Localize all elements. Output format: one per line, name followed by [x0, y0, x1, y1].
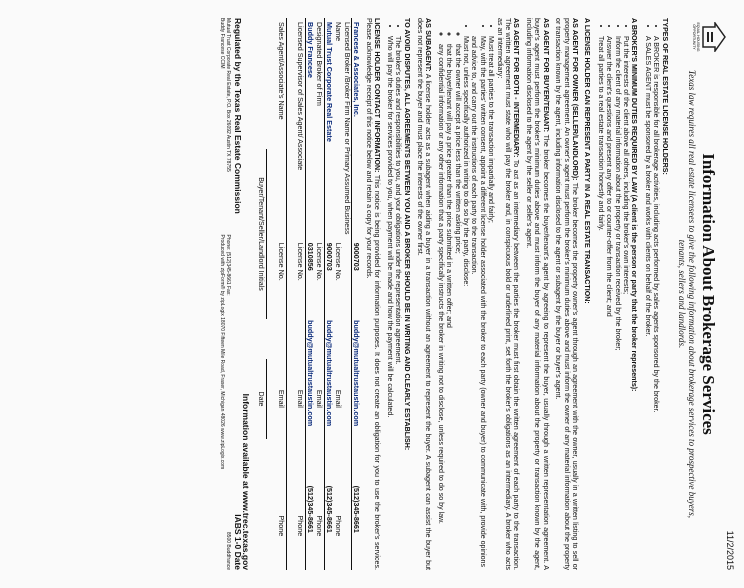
represent-heading: A LICENSE HOLDER CAN REPRESENT A PARTY IN A REAL ESTATE TRANSACTION: — [583, 18, 592, 304]
intermediary-paragraph — [495, 18, 520, 570]
field-label: Email — [334, 389, 344, 408]
initials-field[interactable]: Buyer/Tenant/Seller/Landlord Initials — [256, 149, 266, 319]
list-item: • A SALES AGENT must be sponsored by a broker and works with clients on behalf of the broker. — [643, 36, 651, 570]
field-label: Phone — [296, 515, 306, 537]
field-label: License No. — [277, 242, 287, 281]
firm-fax: Fax: — [224, 285, 231, 296]
field-label: Sales Agent/Associate's Name — [277, 22, 287, 120]
contact-table — [277, 18, 361, 570]
list-item: • The broker's duties and responsibilities to you, and your obligations under the representation agreement. — [394, 36, 402, 570]
subagent-paragraph — [416, 18, 433, 570]
supervisor-name-field[interactable]: Buddy Francese — [305, 18, 315, 239]
document-date: 11/2/2015 — [725, 530, 735, 570]
field-label: License No. — [296, 242, 306, 281]
list-item: ◦ any confidential information or any other information that a party specifically instructs the broker in writing not to disclose, unless required to do so by law. — [436, 44, 444, 570]
designated-broker-email-field[interactable]: buddy@mutualtrustaustin.com — [324, 316, 334, 482]
broker-firm-license-field[interactable]: 9000703 — [351, 239, 361, 316]
sales-agent-license-field[interactable] — [286, 239, 296, 316]
field-label: License No. — [315, 242, 325, 281]
designated-broker-phone-field[interactable]: (512)345-8661 — [324, 482, 334, 570]
buyer-agent-lead: AS AGENT FOR BUYER/TENANT: — [541, 18, 550, 133]
table-row — [296, 18, 306, 570]
producer-text: Produced with zipForm® by zipLogix 18070 Fifteen Mile Road, Fraser, Michigan 48026 www.zipLogix.com — [218, 234, 225, 470]
list-item: • Treat all parties to a real estate transaction honestly and fairly. — [596, 36, 604, 570]
firm-address: Mutual Trust Corporate Real Estate, P.O. Box 26092 Austin TX 78755 — [224, 18, 231, 172]
disputes-heading: TO AVOID DISPUTES, ALL AGREEMENTS BETWEEN YOU AND A BROKER SHOULD BE IN WRITING AND CLEARLY ESTABLISH: — [402, 18, 411, 451]
document-code: 8500 Buddfrance — [224, 531, 231, 570]
fine-print-left — [219, 18, 231, 172]
initials-row — [256, 18, 266, 570]
list-item: ◦ that the owner will accept a price less than the written asking price; — [453, 44, 461, 570]
designated-broker-license-field[interactable]: 9000703 — [324, 239, 334, 316]
agent-name: Buddy Francese CCIM — [218, 18, 225, 69]
sales-agent-name-field[interactable] — [286, 18, 296, 239]
list-item: • Answer the client's questions and present any offer to or counter-offer from the client; and — [605, 36, 613, 570]
field-label: Email — [296, 389, 306, 408]
table-row — [315, 18, 325, 570]
owner-agent-paragraph — [554, 18, 579, 570]
footer — [234, 18, 251, 570]
owner-agent-lead: AS AGENT FOR OWNER (SELLER/LANDLORD): — [570, 18, 579, 181]
contact-info-lead: LICENSE HOLDER CONTACT INFORMATION: — [373, 18, 382, 173]
list-item: • Must treat all parties to the transaction impartially and fairly; — [487, 36, 495, 570]
table-row — [324, 18, 334, 570]
field-label: Designated Broker of Firm — [315, 22, 325, 106]
supervisor-email-field[interactable]: buddy@mutualtrustaustin.com — [305, 316, 315, 482]
form-number: IABS 1-0 Date — [232, 514, 243, 570]
table-row — [305, 18, 315, 570]
list-item: • Inform the client of any material information about the property or transaction received by the broker; — [613, 36, 621, 570]
types-heading: TYPES OF REAL ESTATE LICENSE HOLDERS: — [660, 18, 669, 175]
field-label: Licensed Broker /Broker Firm Name or Primary Assumed Business Name — [334, 22, 352, 235]
supervisor-license-field[interactable]: 0310856 — [305, 239, 315, 316]
table-row — [334, 18, 351, 570]
list-item: • May, with the parties' written consent, appoint a different license holder associated with the broker to each party (owner and buyer) to communicate with, provide opinions and advice to, and carry out the instructions of each party to the transaction. — [470, 36, 487, 570]
regulated-by-text: Regulated by the Texas Real Estate Commission — [232, 18, 243, 214]
subagent-text: A license holder acts as a subagent when aiding a buyer in a transaction without an agreement to represent the buyer. A subagent can assist the buyer but does not represent the buyer and must place the interests of the owner first. — [416, 18, 433, 570]
field-label: License No. — [334, 242, 344, 281]
buyer-agent-paragraph — [525, 18, 550, 570]
table-row — [286, 18, 296, 570]
list-item: • Must not, unless specifically authorized in writing to do so by the party, disclose: — [462, 36, 470, 570]
table-row — [277, 18, 287, 570]
supervisor-phone-field[interactable]: (512)345-8661 — [305, 482, 315, 570]
intermediary-list — [462, 18, 496, 570]
intermediary-lead: AS AGENT FOR BOTH - INTERMEDIARY: — [512, 18, 521, 158]
duties-list — [596, 18, 630, 570]
field-label: Licensed Supervisor of Sales Agent/ Associate — [296, 22, 306, 171]
buyer-agent-text: The broker becomes the buyer/tenant's agent by agreeing to represent the buyer, usually through a written representation agreement. A buyer's agent must perform the broker's minimum duties above and must inform the buyer of any material information about the property or transaction known by the agent, including information disclosed to the agent by the seller or seller's agent. — [524, 18, 550, 571]
contact-info-text: This notice is being provided for information purposes. It does not create an obligation for you to use the broker's services. Please acknowledge receipt of this notice below and retain a copy for your records. — [365, 18, 382, 570]
table-row — [351, 18, 361, 570]
list-item: • Put the interests of the client above all others, including the broker's own interests; — [622, 36, 630, 570]
broker-firm-email-field[interactable]: buddy@mutualtrustaustin.com — [351, 316, 361, 482]
list-item: ◦ that the buyer/tenant will pay a price greater than the price submitted in a written offer; and — [445, 44, 453, 570]
intermediary-text: To act as an intermediary between the parties the broker must first obtain the written agreement of each party to the transaction. The written agreement must state who will pay the broker and, in conspicuous bold or underlined print, set forth the broker's obligations as an intermediary. A broker who acts as an intermediary: — [495, 18, 521, 570]
field-label: Email — [315, 389, 325, 408]
duties-heading: A BROKER'S MINIMUM DUTIES REQUIRED BY LAW (A client is the person or party that the broker represents): — [630, 18, 639, 392]
field-label: Phone — [277, 515, 287, 537]
owner-agent-text: The broker becomes the property owner's agent through an agreement with the owner, usually in a written listing to sell or property management agreement. An owner's agent must perform the broker's minimum duties above and must inform the owner of any material information about the property or transaction known by the agent, including information disclosed to the agent or subagent by the buyer or buyer's agent. — [554, 18, 579, 571]
intermediary-sublist — [436, 18, 461, 570]
field-label: Email — [277, 389, 287, 408]
firm-phone: Phone: (512)345-8661 — [224, 234, 231, 285]
types-list — [643, 18, 660, 570]
date-field[interactable]: Date — [256, 359, 266, 439]
field-label: Phone — [334, 515, 344, 537]
page-title: Information About Brokerage Services — [698, 153, 718, 435]
sales-agent-phone-field[interactable] — [286, 482, 296, 570]
designated-broker-name-field[interactable]: Mutual Trust Corporate Real Estate — [324, 18, 334, 239]
info-available-text: Information available at www.trec.texas.gov — [241, 393, 252, 570]
list-item: • Who will pay the broker for services provided to you, when payment will be made and how the payment will be calculated. — [385, 36, 393, 570]
contact-info-paragraph — [365, 18, 382, 570]
list-item: • A BROKER is responsible for all brokerage activities, including acts performed by sales agents sponsored by the broker. — [652, 36, 660, 570]
field-label: Phone — [315, 515, 325, 537]
house-icon — [702, 22, 726, 52]
subagent-lead: AS SUBAGENT: — [424, 18, 433, 72]
fine-print-center — [219, 235, 231, 470]
equal-housing-logo — [691, 22, 726, 52]
footer-right — [234, 394, 251, 570]
sales-agent-email-field[interactable] — [286, 316, 296, 482]
equal-housing-caption: EQUAL HOUSING OPPORTUNITY — [691, 22, 700, 52]
page-subtitle: Texas law requires all real estate licensees to give the following information about brokerage services to prospective buyers, tenants, sellers and landlords. — [676, 70, 697, 518]
disputes-list — [385, 18, 402, 570]
footer-fine-print — [219, 18, 231, 570]
broker-firm-name-field[interactable]: Francese & Associates, Inc. — [351, 18, 361, 239]
broker-firm-phone-field[interactable]: (512)345-8661 — [351, 482, 361, 570]
